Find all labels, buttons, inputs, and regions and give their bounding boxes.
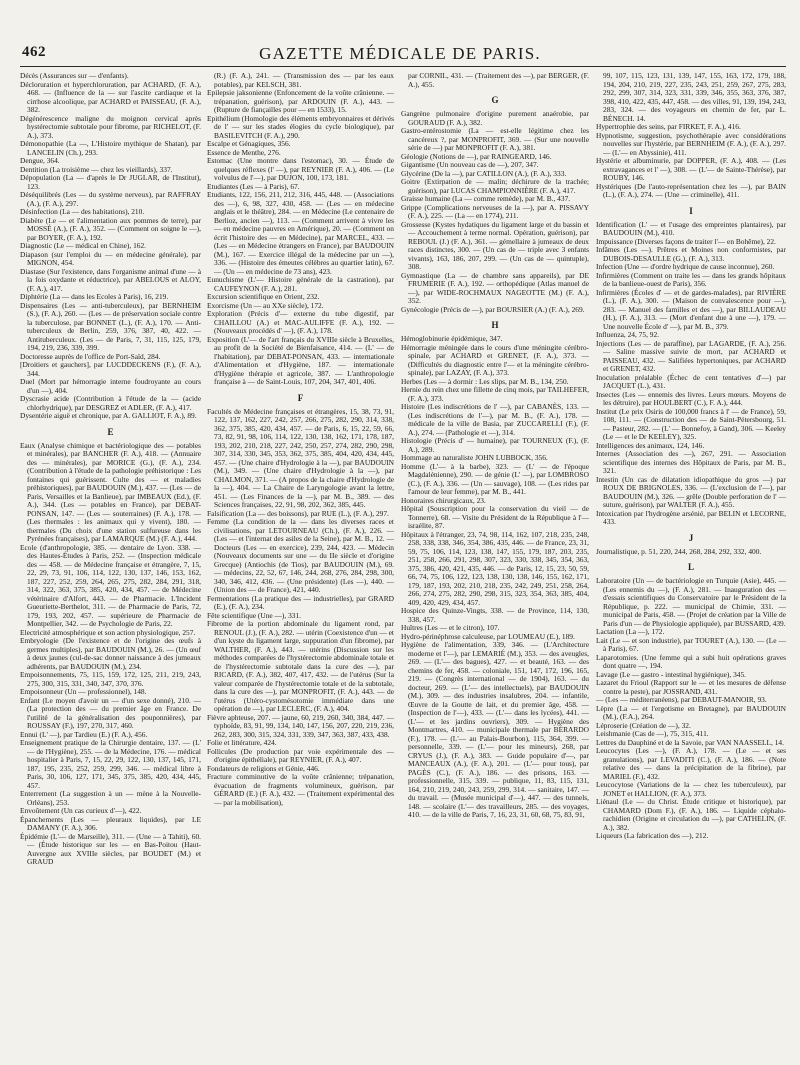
- index-entry: Injections (Les — de paraffine), par LAGARDE, (F. A.), 256. — Saline massive suivie de mort, par ACHARD et PAISSEAU, 432. — Salifiées hypertoniques, par ACHARD et GRENET, 432.: [596, 338, 786, 373]
- index-entry: Leucocytes (Les —), (F. A.), 178. — (Le — et ses granulations), par LEVADITI (C.), (F. A.), 186. — (Note relative des — dans la précipitation de la fibrine), par MARIEL (F.), 432.: [596, 746, 786, 781]
- section-letter: I: [689, 205, 693, 216]
- index-entry: Hypertrophie des seins, par FIRKET, F. A.), 416.: [596, 122, 741, 131]
- index-entry: Identification (L' — et l'usage des empreintes plantaires), par BAUDOUIN (M.), 410.: [596, 219, 786, 237]
- index-entry: Exposition (L'— de l'art français du XVIIIe siècle à Bruxelles, au profit de la Société de Bienfaisance, 414. — (L' — de l'habitation), par DEBAT-PONSAN, 433. — internationale d'Alimentation et d'Hygiène, 187. — internationale d'Hygiène thérapie et agricole, 387. — L'anthropologie française à — de Saint-Louis, 107, 204, 347, 401, 406.: [207, 334, 394, 386]
- index-entry: Épidémie (L'— de Marseille), 311. — (Une — à Tahiti), 60. — (Étude historique sur les — en Bas-Poitou (Haut-Auvergne aux XVIIIe siècles, par BOUDET (M.) et GRAUD: [20, 831, 201, 866]
- index-entry: Dentition (La troisième — chez les vieillards), 337.: [20, 164, 173, 174]
- index-entry: Goitre (Extirpation de — malin; déchirure de la trachée; guérison), par LUCAS CHAMPIONNIÈRE (F. A.), 417.: [401, 177, 589, 195]
- index-entry: Exploration (Précis d'— externe du tube digestif, par CHAILLOU (A.) et MAC-AULIFFE (F. A.), 192. — (Nouveaux procédés d' —), (F. A.), 178.: [207, 309, 394, 335]
- index-entry: Fermentations (La pratique des — industrielles), par GRARD (E.), (F. A.), 234.: [207, 593, 394, 611]
- index-entry: Grossesse (Kystes hydatiques du ligament large et du bassin et — Accouchement à terme normal. Opération, guérison), par REBOUL (J.) (F. A.), 361. — gémellaire à jumeaux de deux races distinctes, 300. — (Un cas de — triple avec 3 enfants vivants), 163, 186, 207, 299. — (Un cas de — quintuple), 308.: [401, 219, 589, 271]
- index-entry: Histologie (Précis d' — humaine), par TOURNEUX (F.), (F. A.), 289.: [401, 436, 589, 454]
- index-entry: Gigantisme (Un nouveau cas de —), 207, 347.: [401, 160, 539, 169]
- index-entry: Honoraires chirurgicaux, 23.: [401, 495, 486, 505]
- index-entry: Diastase (Sur l'existence, dans l'organisme animal d'une — à la fois oxydante et réductrice), par ABELOUS et ALOY, (F. A.), 417.: [20, 266, 201, 293]
- index-entry: Fête scientifique (Une —), 331.: [207, 610, 301, 620]
- page-number: 462: [22, 44, 46, 60]
- index-entry: Hystérie et albuminurie, par DOPPER, (F. A.), 408. — (Les extravagances et l' —), 308. — (L'— de Sainte-Thérèse), par ROUBY, 146.: [596, 156, 786, 182]
- index-entry: Intelligences des animaux, 124, 146.: [596, 440, 705, 450]
- index-entry: Etudiantes (Les — à Paris), 67.: [207, 181, 300, 191]
- index-entry: [Droitiers et gauchers], par LUCDDECKENS (F.), (F. A.), 344.: [20, 360, 201, 378]
- index-entry: Fibrome de la portion abdominale du ligament rond, par RENOUL (J.), (F. A.), 282. — utérin (Coexistence d'un — et d'un kyste du ligament large, suppuration d'un fibrome), par WALTHER, (F. A.), 443. — utérins (Discussion sur les méthodes comparées de l'hystérectomie abdominale totale et de l'hystérectomie subtotale dans la cure des —), par RICARD, (F. A.), 382, 407, 417, 432. — de l'utérus (Sur la valeur comparée de l'hystérectomie totale et de la subtotale, dans la cure des —), par MONPROFIT, (F. A.), 443. — de l'utérus (Utéro-cystomésotomie immédiate dans une opération de —), par LECLERC, (F. A.), 404.: [207, 619, 394, 713]
- index-entry: Diapason (sur l'emploi du — en médecine générale), par MIGNON, 454.: [20, 249, 201, 267]
- index-entry: Lazaret du Frioul (Rapport sur le — et les mesures de défense contre la peste), par JOSSRAND, 431.: [596, 678, 786, 696]
- index-entry: Embryologie (De l'existence et de l'origine des œufs à germes multiples), par BAUDOUIN (M.), 26. — (Un œuf à deux jaunes (cul-de-sac donner naissance à des jumeaux adhérents, par BAUDOUIN (M.), 234.: [20, 636, 201, 671]
- index-entry: Fièvre aphteuse, 207. — jaune, 60, 219, 260, 340, 384, 447. — typhoïde, 83, 91, 99, 134, 140, 147, 156, 207, 220, 219, 236, 262, 283, 300, 315, 324, 331, 339, 347, 363, 387, 433, 438.: [207, 712, 394, 739]
- index-column-3: [401, 72, 589, 1060]
- index-entry: Excursion scientifique en Orient, 232.: [207, 292, 320, 301]
- section-letter: L: [687, 562, 694, 572]
- index-entry: Lèpre (La — et l'ergotisme en Bretagne), par BAUDOUIN (M.), (F.A.), 264.: [596, 703, 786, 721]
- index-entry: Désinfection (La — des habitations), 210.: [20, 207, 145, 216]
- index-entry: Internes (Association des —), 267, 291. — Association scientifique des internes des Hôpitaux de Paris, par M. B., 321.: [596, 449, 786, 475]
- index-entry: Léproserie (Création de —), 32.: [596, 720, 691, 730]
- index-column-4: [596, 72, 786, 1060]
- section-letter: J: [688, 532, 694, 543]
- index-entry: Hospice des Quinze-Vingts, 338. — de Province, 114, 130, 338, 457.: [401, 606, 589, 624]
- index-entry: Enseignement pratique de la Chirurgie dentaire, 137. — (L' — de l'Hygiène), 255. — de la Médecine, 176. — médical hospitalier à Paris, 7, 15, 22, 29, 122, 130, 137, 145, 171, 187, 195, 235, 252, 259, 299, 346. — médical libre à Paris, 30, 106, 127, 171, 345, 375, 385, 420, 434, 445, 457.: [20, 738, 201, 790]
- index-entry: Empoisonnements, 75, 115, 159, 172, 125, 211, 219, 243, 275, 300, 315, 331, 340, 347, 370, 376.: [20, 670, 201, 688]
- index-entry: Liqueurs (La fabrication des —), 212.: [596, 831, 709, 840]
- journal-title: GAZETTE MÉDICALE DE PARIS.: [259, 44, 541, 63]
- index-entry: Escalpe et Génagiques, 356.: [207, 139, 291, 148]
- index-entry: Grippe (Complications nerveuses de la —), par A. PISSAVY (F. A.), 225. — (La — en 1774), 211.: [401, 202, 589, 220]
- index-entry: Hôpital (Souscription pour la conservation du vieil — de Tonnerre), 68. — Visite du Président de la République à l'— israélite, 87.: [401, 504, 589, 530]
- index-entry: Falsification (La — des boissons), par RUE (L.), (F. A.), 297.: [207, 508, 389, 518]
- index-entry: Insectes (Les — ennemis des livres. Leurs mœurs. Moyens de les détruire), par HOULBERT (C.), F. A.), 444.: [596, 389, 786, 407]
- index-entry: Institut (Le prix Osiris de 100,000 francs à l' — de France), 59, 108, 111. — (Construction des — de Saint-Pétersbourg, 51. — Pasteur, 282. — (L' — Bonnefoy, à Gand), 306. — Keeley (Le — et le Dr KEELEY), 325.: [596, 406, 786, 441]
- index-entry: Femme (La condition de la — dans les diverses races et civilisations, par LETOURNEAU (Ch.), (F. A.), 226. — (Les — et l'internat des asiles de la Seine), par M. B., 12. — Docteurs (Les — en exercice), 239, 244, 423. — Médecin (Nouveaux documents sur une — du IIe siècle et d'origine Grecque) (Antiochis (de Tios), par BAUDOUIN (M.), 69. — médecins, 22, 52, 67, 146, 244, 268, 276, 284, 298, 300, 340, 346, 412, 436. — (Une présidente) (Les —), 440. — (Union des — de France), 421, 440.: [207, 517, 394, 594]
- index-entry: Décès (Assurances sur — d'enfants).: [20, 72, 129, 80]
- section-letter: F: [297, 392, 304, 403]
- index-entry: Exorcisme (Un — au XXe siècle), 172.: [207, 300, 324, 310]
- index-entry: Lavage (Le — gastro - intestinal hygiénique), 345.: [596, 669, 747, 679]
- index-entry: Estomac (Une montre dans l'estomac), 30. — Étude de quelques réflexes (l' —), par REYNIER (F. A.), 406. — (Le volvulus de l'—), par DUJON, 100, 173, 181.: [207, 156, 394, 182]
- index-entry: Liénaul (Le — du Christ. Étude critique et historique), par CHAMARD (Dom F.), (F. A.), 186. — Liquide céphalo-rachidien (Origine et circulation du —), par CATHELIN, (F. A.), 382.: [596, 797, 786, 832]
- index-entry: Ecole (d'anthropologie, 385. — dentaire de Lyon. 338. — des Hautes-Études à Paris, 252. — (Inspection médicale des — 458. — de Médecine française et étrangère, 7, 15, 22, 29, 73, 91, 106, 114, 122, 130, 137, 146, 153, 162, 187, 227, 252, 259, 264, 265, 275, 282, 284, 291, 318, 314, 322, 363, 375, 385, 420, 434, 457. — de Médecine vétérinaire d'Alfort, 443. — de Pharmacie. L'Incident Gueuriette-Berthelot, 311. — de Pharmacie de Paris, 72, 179, 193, 202, 457. — supérieure de Pharmacie de Montpellier, 342. — de Psychologie de Paris, 22.: [20, 542, 201, 628]
- index-entry: Leucocytose (Variations de la — chez les tuberculeux), par JONET et HALLION, (F. A.), 373.: [596, 780, 786, 798]
- index-entry: Fracture comminutive de la voûte crânienne; trépanation, évacuation de fragments volumineux, guérison, par GÉRARD (E.) (F. A.), 432. — (Traitement expérimental des — par la mobilisation),: [207, 772, 394, 807]
- index-entry: par CORNIL, 431. — (Traitement des —), par BERGER, (F. A.), 455.: [408, 72, 589, 89]
- index-entry: Infâmes (Les —). Prêtres et Moines non conformistes, par DUBOIS-DESAULLE (G.), (F. A.), 313.: [596, 245, 786, 263]
- index-entry: Etudiants, 122, 156, 211, 212, 316, 445, 448. — (Associations des —), 6, 98, 327, 430, 458. — (Les — en médecine anglais et le théâtre), 284. — en Médecine (Le centenaire de Berlioz, ancien —), 113. — (Comment arrivent à vivre les — en médecine pauvres en Amérique), 20. — (Comment on écrit l'histoire des — en Médecine), par MARCEL, 433. — (Les — en Médecine étrangers en France), par BAUDOUIN (M.), 167. — Exercice illégal de la médecine par un —), 336. — (Histoire des émeutes célèbres au quartier latin), 67. — (Un — en médecine de 73 ans), 423.: [207, 190, 394, 276]
- index-entry: Enfant (Le moyen d'avoir un — d'un sexe donné), 210. — (La protection des — du premier âge en France. De l'utilité de la généralisation des pouponnières), par ROUSSAY (F.), 197, 270, 317, 460.: [20, 695, 201, 730]
- index-entry: Laparotomies. (Une femme qui a subi huit opérations graves dont quatre —, 194.: [596, 652, 786, 670]
- index-entry: Glycérine (De la —), par CATILLON (A.), (F. A.), 333.: [401, 168, 567, 178]
- index-entry: Gangrène pulmonaire d'origine purement anaérobie, par GOURAUD (F. A.), 382.: [401, 109, 589, 127]
- index-entry: Enterrement (La suggestion à un — mène à la Nouvelle-Orléans), 253.: [20, 789, 201, 807]
- index-entry: Infection (Une — d'ordre hydrique de cause inconnue), 260.: [596, 262, 775, 271]
- index-entry: Electricité atmosphérique et son action physiologique, 257.: [20, 627, 196, 637]
- index-entry: Huîtres (Les — et le citron), 107.: [401, 623, 500, 632]
- index-entry: Eunuchisme (L'— Histoire générale de la castration), par CAUFEYNON (F. A.), 281.: [207, 275, 394, 293]
- index-entry: Dispensaires (Les — anti-tuberculeux), par BERNHEIM (S.), (F. A.), 260. — (Les — de préservation sociale contre la tuberculose, par BONNET (L.), (F. A.), 170. — Anti-tuberculeux de Berlin, 259, 376, 387, 40, 422. — Antituberculeux. (Les — de Paris, 7, 31, 115, 125, 179, 194, 219, 236, 339, 399.: [20, 300, 201, 352]
- index-entry: Empoisonneur (Un — professionnel), 148.: [20, 687, 147, 696]
- index-entry: Hommage au naturaliste JOHN LUBBOCK, 356.: [401, 453, 548, 462]
- index-entry: Herbes (Les — à dormir : Les slips, par M. B., 134, 250.: [401, 376, 569, 386]
- index-entry: Intoxication par l'hydrogène arsénié, par BELIN et LECORNE, 433.: [596, 508, 786, 526]
- index-entry: Démonopathie (La —, L'Histoire mythique de Shatan), par LANCELIN (Ch.), 293.: [20, 139, 201, 157]
- index-entry: Décloruration et hyperchloruration, par ACHARD, (F. A.), 468. — (Influence de la — sur l'ascite cardiaque et la cirrhose alcoolique, par ACHARD et PAISSEAU, (F. A.), 382.: [20, 79, 201, 114]
- index-entry: Gynécologie (Précis de —), par BOURSIER (A.) (F. A.), 269.: [401, 304, 585, 314]
- index-column-2: [207, 72, 394, 1060]
- index-entry: Graisse humaine (La — comme remède), par M. B., 437.: [401, 194, 571, 203]
- index-entry: 99, 107, 115, 123, 131, 139, 147, 155, 163, 172, 179, 188, 194, 204, 210, 219, 227, 235, 243, 251, 259, 267, 275, 283, 292, 299, 307, 314, 323, 331, 339, 346, 355, 363, 376, 387, 398, 410, 422, 435, 447, 458. — des villes, 91, 139, 194, 243, 283, 324. — des voyageurs en chemin de fer, par L. BÉNECH. 14.: [603, 72, 786, 123]
- index-entry: Infirmières (Comment on traite les — dans les grands hôpitaux de la banlieue-ouest de Paris), 356.: [596, 270, 786, 288]
- index-entry: Envoûtement (Un cas curieux d'—), 422.: [20, 806, 142, 815]
- index-entry: Diagnostic (Le — médical en Chine), 162.: [20, 241, 147, 250]
- index-entry: Laboratoire (Un — de bactériologie en Turquie (Asie), 445. — (Les ennemis du —), (F. A.), 281. — Inauguration des — d'essais scientifiques du Conservatoire par le Président de la République, p. 222. — municipal de Chimie, 331. — municipal de Paris, 458. — (Projet de création par la Ville de Paris d'un — de Physiologie appliquée), par BUSSARD, 439.: [596, 576, 786, 628]
- index-entry: Gymnastique (La — de chambre sans appareils), par DE FRUMERIE (F. A.), 192. — orthopédique (Atlas manuel de —), par WIDE-ROCHMAUX NAGEOTTE (M.) (F. A.), 352.: [401, 270, 589, 305]
- index-entry: Folie et littérature, 424.: [207, 738, 277, 747]
- index-entry: Lettres du Dauphiné et de la Savoie, par VAN NAASSELL, 14.: [596, 737, 784, 747]
- index-entry: Dépopulation (La — d'après le Dr JUGLAR, de l'Institut), 123.: [20, 173, 201, 191]
- index-entry: Infirmières (Écoles d' — et de gardes-malades), par RIVIÈRE (L.), (F. A.), 300. — (Maison de convalescence pour —), 283. — Manuel des familles et des —), par BILLAUDEAU (H.), (F. A.), 313. — (Mort d'enfant due à une —), 179. — Une nouvelle École d' —), par M. B., 379.: [596, 287, 786, 331]
- index-entry: Diabète (Le — et l'alimentation aux pommes de terre), par MOSSÉ (A.), (F. A.), 352. — (Comment on soigne le —), par BOYER, (F. A.), 192.: [20, 215, 201, 242]
- index-entry: Impuissance (Diverses façons de traiter l'— en Bohême), 22.: [596, 236, 776, 246]
- index-entry: Epilepsie jaksonienne (Enfoncement de la voûte crânienne. — trépanation, guérison), par ARDOUIN (F. A.), 443. — (Rupture de fiançailles pour — en 1533), 15.: [207, 88, 394, 114]
- section-letter: E: [107, 426, 114, 437]
- index-entry: Journalistique, p. 51, 220, 244, 268, 284, 292, 332, 400.: [596, 546, 762, 556]
- index-entry: Hypnotisme, suggestion, psychothérapie avec considérations nouvelles sur l'hystérie, par BERNHEIM (F. A.), (F. A.), 297. — (L'— en Abyssinie), 411.: [596, 130, 786, 157]
- index-entry: Hémorragie méningée dans le cours d'une méningite cérébro-spinale, par ACHARD et GRENET, (F. A.), 373. — (Difficultés du diagnostic entre l'— et la méningite cérébro-spinale), par LAZAY, (F. A.), 373.: [401, 342, 589, 377]
- index-entry: Homme (L'— à la barbe), 323. — (L' — de l'époque Magdalénienne), 290. — de génie (L' —), par LOMBROSO (C.), (F. A.), 336. — (Un — sauvage), 108. — (Les rides par l'amour de leur femme), par M. B., 441.: [401, 461, 589, 496]
- index-entry: Dégénérescence maligne du moignon cervical après hystérectomie subtotale pour fibrome, par RICHELOT, (F. A.), 373.: [20, 113, 201, 140]
- index-entry: Géologie (Notions de —), par RAINGEARD, 146.: [401, 151, 552, 161]
- index-entry: Essence de Menthe, 276.: [207, 147, 281, 157]
- index-entry: Eaux (Analyse chimique et bactériologique des — potables et minérales), par BANCHER (F. A.), 418. — (Annuaire des — minérales), par MORICE (G.), (F. A.), 234. (Contribution à l'étude de la pathologie préhistorique : Les fontaines qui guérissent. Culte des — et maladies préhistoriques), par BAUDOUIN (M.), 437. — (Les — de Paris, Versailles et la Banlieue), par IMBEAUX (Ed.), (F. A.), 344. (Les — potables en France), par DEBAT-PONSAN, 147. — (Les — souterraines) (F. A.), 178. — (Les thermales : les animaux qui y vivent), 180. — thermales (Du choix d'une station sulfureuse dans les Pyrénées françaises), par LAMARQUE (M.) (F. A.), 444.: [20, 440, 201, 543]
- index-entry: Lactation (La —), 172.: [596, 627, 665, 636]
- index-entry: Influenza, 24, 75, 92.: [596, 330, 660, 339]
- header-rule: [20, 66, 786, 67]
- index-entry: Hémoglobinurie épidémique, 347.: [401, 334, 503, 343]
- index-entry: Duel (Mort par hémorragie interne foudroyante au cours d'un —), 404.: [20, 377, 201, 395]
- index-entry: Épanchements (Les — pleuraux liquides), par LE DAMANY (F. A.), 306.: [20, 814, 201, 832]
- index-entry: Hystériques (De l'auto-représentation chez les —), par BAIN (L.), (F. A.), 274. — (Une — criminelle), 411.: [596, 181, 786, 199]
- index-entry: Fondateurs de religions et Génie, 446.: [207, 763, 320, 773]
- index-column-1: [20, 72, 201, 1060]
- index-entry: Doctoresse auprès de l'office de Port-Saïd, 284.: [20, 351, 161, 361]
- index-entry: Leishmanie (Cas de —), 75, 315, 411.: [596, 729, 709, 738]
- index-entry: Intestin (Un cas de dilatation idiopathique du gros —) par ROUX DE BRIGNOLES, 336. — (L'exclusion de l'—), par BAUDOUIN (M.), 326. — grêle (Double perforation de l' — suture, guérison), par WALTER (F. A.), 455.: [596, 474, 786, 509]
- index-entry: Diphtérie (La — dans les Ecoles à Paris), 16, 219.: [20, 292, 169, 301]
- index-entry: Hydro-périnéphrose calculeuse, par LOUMEAU (E.), 189.: [401, 631, 575, 641]
- index-entry: Histoire (Les indiscrétions de l' —), par CABANÈS, 133. — (Les indiscrétions de l'—), par M. B., (F. A.), 178. — médicale de la ville de Basia, par ZUCCARELLI (F.), (F. A.), 274. — (Pathologie et —), 314.: [401, 402, 589, 437]
- index-entry: Déséquilibrés (Les — du système nerveux), par RAFFRAY (A.), (F. A.), 297.: [20, 190, 201, 208]
- section-letter: G: [491, 95, 499, 105]
- index-entry: Ennui (L' —), par Tardieu (E.) (F. A.), 456.: [20, 729, 148, 739]
- index-entry: Dysentérie aiguë et chronique, par A. GALLIOT, F. A.), 89.: [20, 411, 197, 420]
- index-entry: Epithélium (Homologie des éléments embryonnaires et dérivés de l' — sur les stades élogies du cycle biologique), par BASILEVITCH (F. A.), 290.: [207, 113, 394, 140]
- index-entry: Hôpitaux à l'étranger, 23, 74, 98, 114, 162, 107, 218, 235, 248, 258, 338, 338, 346, 354, 386, 435, 446. — de France, 23, 31, 59, 75, 106, 114, 123, 138, 147, 155, 179, 187, 203, 235, 251, 258, 266, 291, 298, 307, 323, 330, 338, 345, 354, 363, 375, 386, 420, 421, 435, 446. — de Paris, 12, 15, 23, 50, 59, 66, 74, 75, 106, 122, 123, 138, 130, 138, 146, 155, 162, 171, 179, 187, 193, 202, 210, 218, 235, 242, 249, 251, 258, 264, 266, 274, 275, 282, 290, 298, 315, 323, 354, 363, 385, 404, 409, 420, 429, 434, 457.: [401, 529, 589, 607]
- index-entry: Inoculation préalable (Échec de cent tentatives d'—) par JACQUET (L.), 431.: [596, 372, 786, 390]
- index-entry: Hygiène de l'alimentation, 339, 346. — (L'Architecture moderne et l'—), par LEMARIÉ (M.), 353. — des aveugles, 269. — (L'— des bagues), 427. — et beauté, 163. — des chemins de fer, 458. — coloniale, 151, 147, 172, 196, 165, 219. — (Congrès international — de 1904), 163. — du docteur, 269. — (L'— des intellectuels), par BAUDOUIN (M.), 309. — des industries insalubres, 204. — infantile, Œuvre de la Goutte de lait, et du premier âge, 458. — (Inspection de l'—), 433. — (L'— dans les lycées), 441. — (L'— et les jardins ouvriers), 309. — Hygiène des Montmartres, 410. — municipale thermale par BÉRARDO (F.), 178. — (L'— au Palais-Bourbon), 115, 364, 399. — personnelle, 339. — (L'— pour les mineurs), 268, par CRYUS (J.), (F. A.), 383. — Guide populaire d'—, par MANCEAUX (A.), (F. A.), 201. — (L'— pour tous), par PAGÈS (C.), (F. A.), 186. — des prisons, 163. — professionnelle, 315, 339. — publique, 11, 83, 115, 131, 164, 210, 219, 240, 243, 259, 299, 314. — sanitaire, 147. — du travail. — (Musée municipal d'—), 447. — des tunnels, 148. — scolaire (L'— des travailleurs, 285. — des voyages, 410. — de la ville de Paris, 7, 16, 23, 31, 60, 68, 75, 83, 91,: [401, 640, 589, 819]
- index-entry: — (Les — méditerranéens), par DEBAUT-MANOIR, 93.: [596, 695, 767, 704]
- index-entry: (R.) (F. A.), 241. — (Transmission des — par les eaux potables), par KELSCH, 381.: [214, 72, 394, 89]
- index-entry: Follicules (De production par voie expérimentale des — d'origine épithéliale), par REYNIER, (F. A.), 407.: [207, 746, 394, 764]
- index-entry: Facultés de Médecine françaises et étrangères, 15, 38, 73, 91, 122, 137, 162, 227, 242, 257, 266, 275, 282, 290, 314, 338, 362, 375, 385, 420, 434, 457. — de Paris, 6, 15, 22, 59, 66, 73, 82, 91, 98, 106, 114, 122, 130, 138, 162, 171, 178, 187, 193, 202, 210, 218, 227, 242, 250, 257, 274, 282, 290, 298, 307, 314, 330, 345, 353, 362, 375, 385, 404, 420, 434, 445, 457. — (Une chaire d'Hydrologie à la —), par BAUDOUIN (M.), 349. — (Une chaire d'Hydrologie à la —), par CHALMON, 371. — (A propos de la chaire d'Hydrologie de la —), 404. — La Chaire de Laryngologie avant la lettre, 451. — (Les Finances de la —), par M. B., 389. — des Sciences françaises, 22, 91, 98, 202, 362, 385, 445.: [207, 406, 394, 509]
- index-entry: Hernie du rein chez une fillette de cinq mois, par TAILHEFER, (F. A.), 373.: [401, 385, 589, 403]
- index-entry: Lait (Le — et son industrie), par TOURET (A.), 130. — (Le — à Paris), 67.: [596, 635, 786, 653]
- index-entry: Dengue, 364.: [20, 156, 60, 165]
- section-letter: H: [491, 320, 499, 330]
- index-entry: Dyscrasie acide (Contribution à l'étude de la — (acide chlorhydrique), par DESGREZ et ADLER, (F. A.), 417.: [20, 394, 201, 412]
- index-entry: Gastro-entérostomie (La — est-elle légitime chez les cancéreux ?, par MONPROFIT, 369. — (Sur une nouvelle série de —) par MONPROFIT (F. A.), 381.: [401, 126, 589, 152]
